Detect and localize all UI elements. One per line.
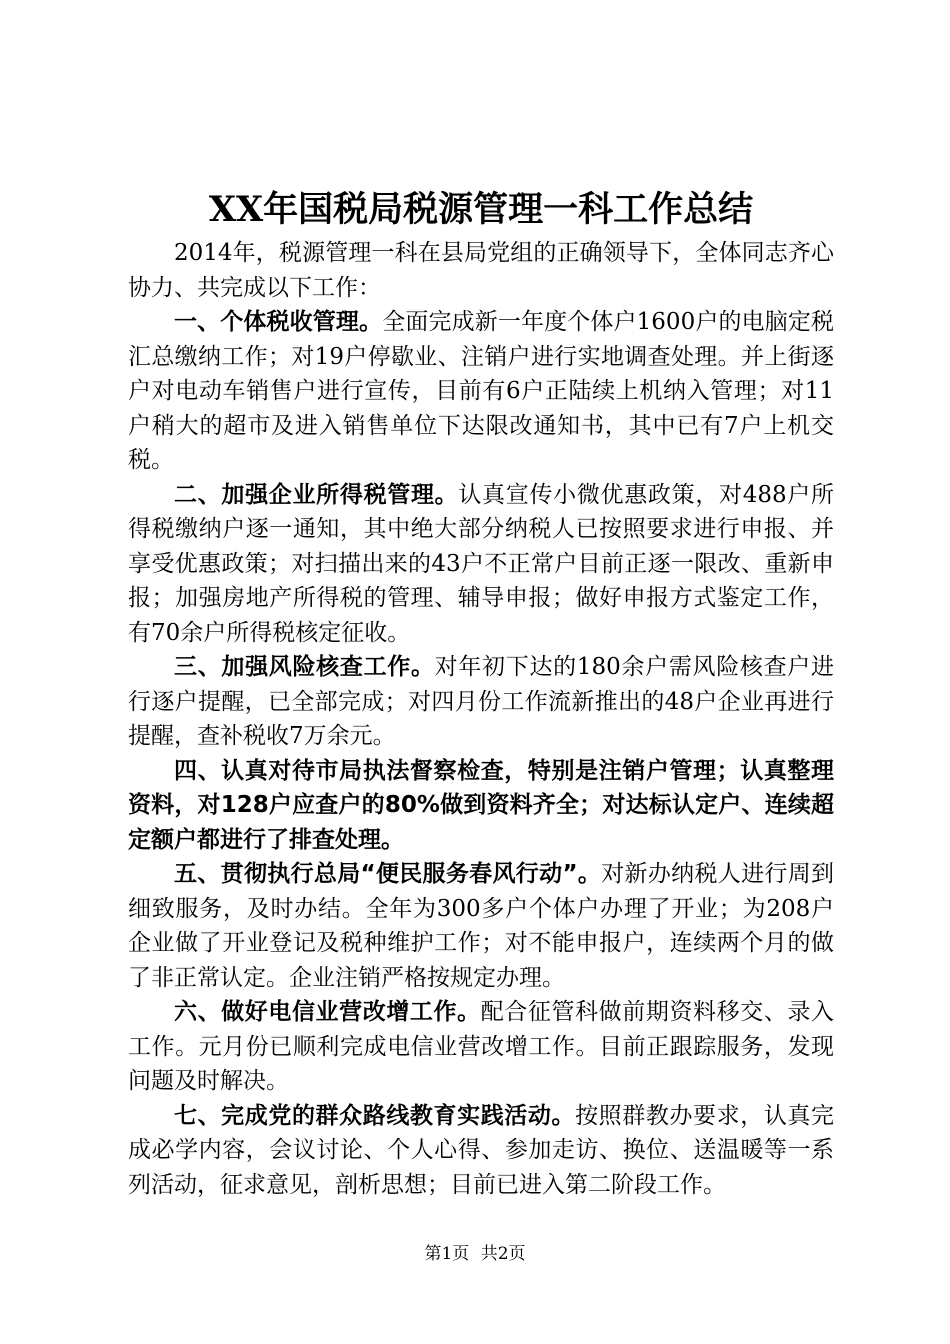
- section-heading-1: 一、个体税收管理。: [174, 309, 383, 335]
- page-total: 共2页: [480, 1244, 526, 1264]
- section-paragraph-6: [128, 995, 834, 1099]
- section-paragraph-1: [128, 305, 834, 478]
- page-footer: [0, 1242, 950, 1266]
- section-paragraph-7: [128, 1099, 834, 1203]
- intro-paragraph: 2014年，税源管理一科在县局党组的正确领导下，全体同志齐心协力、共完成以下工作：: [128, 240, 834, 301]
- section-paragraph-5: [128, 857, 834, 995]
- section-heading-5: 五、贯彻执行总局“便民服务春风行动”。: [174, 861, 602, 887]
- section-text-6: 配合征管科做前期资料移交、录入工作。元月份已顺利完成电信业营改增工作。目前正跟踪服务，发现问题及时解决。: [128, 999, 835, 1094]
- section-heading-4: 四、认真对待市局执法督察检查，特别是注销户管理；认真整理资料，对128户应查户的80%做到资料齐全；对达标认定户、连续超定额户都进行了排查处理。: [128, 757, 834, 853]
- document-body: [128, 236, 834, 1202]
- section-heading-2: 二、加强企业所得税管理。: [174, 481, 459, 508]
- section-text-5: 对新办纳税人进行周到细致服务，及时办结。全年为300多户个体户办理了开业；为208户企业做了开业登记及税种维护工作；对不能申报户，连续两个月的做了非正常认定。企业注销严格按规定办理。: [128, 861, 835, 991]
- section-heading-7: 七、完成党的群众路线教育实践活动。: [174, 1102, 576, 1129]
- section-paragraph-3: [128, 650, 834, 754]
- document-title: XX年国税局税源管理一科工作总结: [208, 189, 754, 230]
- section-paragraph-2: [128, 478, 834, 651]
- section-text-3: 对年初下达的180余户需风险核查户进行逐户提醒，已全部完成；对四月份工作流新推出的48户企业再进行提醒，查补税收7万余元。: [128, 654, 834, 749]
- section-heading-6: 六、做好电信业营改增工作。: [174, 999, 481, 1025]
- section-text-1: 全面完成新一年度个体户1600户的电脑定税汇总缴纳工作；对19户停歇业、注销户进行实地调查处理。并上街逐户对电动车销售户进行宣传，目前有6户正陆续上机纳入管理；对11户稍大的超市及进入销售单位下达限改通知书，其中已有7户上机交税。: [128, 309, 834, 473]
- section-text-2: 认真宣传小微优惠政策，对488户所得税缴纳户逐一通知，其中绝大部分纳税人已按照要求进行申报、并享受优惠政策；对扫描出来的43户不正常户目前正逐一限改、重新申报；加强房地产所得税的管理、辅导申报；做好申报方式鉴定工作，有70余户所得税核定征收。: [128, 481, 835, 646]
- page-number: 第1页: [424, 1244, 470, 1264]
- section-paragraph-4: [128, 754, 834, 858]
- section-text-7: 按照群教办要求，认真完成必学内容，会议讨论、个人心得、参加走访、换位、送温暖等一系列活动，征求意见，剖析思想；目前已进入第二阶段工作。: [128, 1102, 835, 1198]
- section-heading-3: 三、加强风险核查工作。: [174, 654, 435, 680]
